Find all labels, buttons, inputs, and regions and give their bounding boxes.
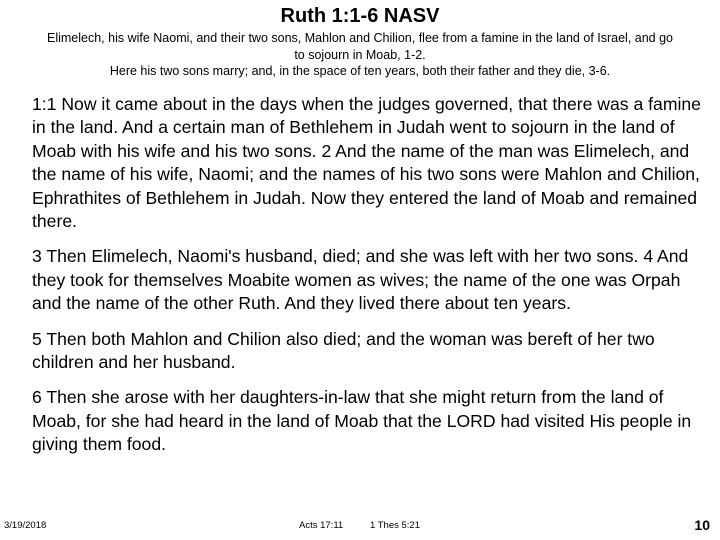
slide-title: Ruth 1:1-6 NASV bbox=[280, 5, 440, 27]
footer-reference: Acts 17:11 bbox=[299, 520, 344, 531]
summary-line: to sojourn in Moab, 1-2. bbox=[294, 47, 426, 62]
scripture-paragraph: 6 Then she arose with her daughters-in-law that she might return from the land of Moab, for she had heard in the land of Moab that the LORD had visited His people in giving them food. bbox=[32, 387, 692, 455]
footer-reference: 1 Thes 5:21 bbox=[370, 520, 421, 531]
passage-summary bbox=[6, 30, 714, 80]
scripture-paragraph: 1:1 Now it came about in the days when the judges governed, that there was a famine in the land. And a certain man of Bethlehem in Judah went to sojourn in the land of Moab with his wife and his two sons. 2 And the name of the man was Elimelech, and the name of his wife, Naomi; and the names of his two sons were Mahlon and Chilion, Ephrathites of Bethlehem in Judah. Now they entered the land of Moab and remained there. bbox=[32, 94, 701, 232]
summary-line: Elimelech, his wife Naomi, and their two sons, Mahlon and Chilion, flee from a famine in the land of Israel, and go bbox=[46, 31, 674, 45]
scripture-paragraph: 3 Then Elimelech, Naomi's husband, died; and she was left with her two sons. 4 And they took for themselves Moabite women as wives; the name of the one was Orpah and the name of the other Ruth. And they lived there about ten years. bbox=[32, 246, 689, 314]
footer-date: 3/19/2018 bbox=[4, 520, 47, 531]
scripture-body bbox=[32, 93, 702, 469]
slide-footer bbox=[0, 517, 720, 537]
page-number: 10 bbox=[694, 517, 710, 533]
scripture-paragraph: 5 Then both Mahlon and Chilion also died; and the woman was bereft of her two children and her husband. bbox=[32, 328, 655, 373]
summary-line: Here his two sons marry; and, in the space of ten years, both their father and they die, 3-6. bbox=[109, 64, 611, 78]
